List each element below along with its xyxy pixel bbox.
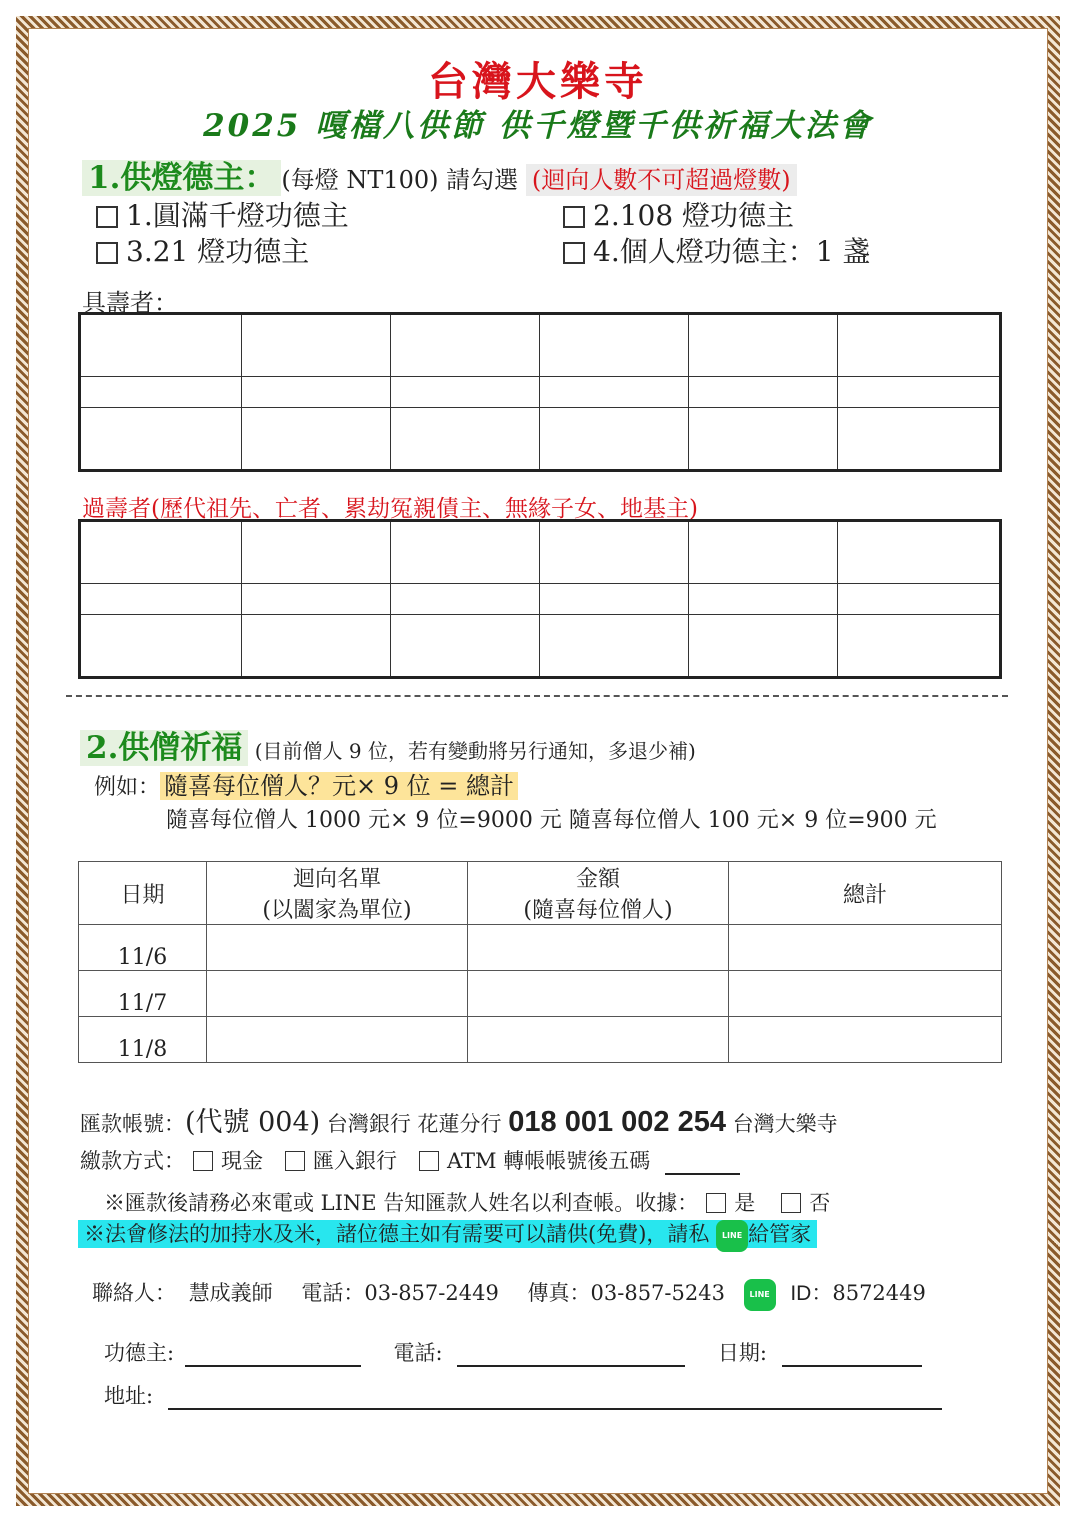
- deceased-cell[interactable]: [838, 615, 1001, 678]
- section1-heading: 1.供燈德主：: [82, 160, 281, 196]
- living-names-table: [78, 312, 1002, 472]
- deceased-cell[interactable]: [838, 521, 1001, 584]
- option-4-checkbox[interactable]: [563, 242, 585, 264]
- date-cell: 11/7: [79, 971, 207, 1017]
- deceased-cell[interactable]: [391, 615, 540, 678]
- donor-date-field[interactable]: [782, 1365, 922, 1367]
- donor-name-field[interactable]: [185, 1365, 361, 1367]
- amount-cell[interactable]: [468, 971, 729, 1017]
- line-id: 8572449: [832, 1281, 926, 1305]
- payment-method-row: [80, 1145, 740, 1175]
- blessing-tail: 給管家: [748, 1222, 812, 1246]
- transfer-notice: ※匯款後請務必來電或 LINE 告知匯款人姓名以利查帳。收據：: [104, 1191, 699, 1215]
- event-title: 2025 嘎檔八供節 供千燈暨千供祈福大法會: [203, 108, 873, 144]
- address-row: [104, 1380, 942, 1410]
- phone-label: 電話：: [301, 1281, 365, 1305]
- header-amount-line1: 金額: [575, 867, 620, 892]
- deceased-cell[interactable]: [80, 521, 242, 584]
- receipt-yes-checkbox[interactable]: [706, 1193, 726, 1213]
- section1-header-row: [82, 152, 797, 197]
- option-3-label: 3.21 燈功德主: [126, 235, 310, 268]
- price-note: (每燈 NT100) 請勾選: [281, 166, 519, 194]
- date-cell: 11/6: [79, 925, 207, 971]
- donor-row: [104, 1337, 922, 1367]
- living-cell[interactable]: [838, 376, 1001, 407]
- cash-label: 現金: [221, 1149, 263, 1173]
- deceased-cell[interactable]: [242, 615, 391, 678]
- total-cell[interactable]: [729, 925, 1002, 971]
- names-cell[interactable]: [207, 971, 468, 1017]
- donor-phone-field[interactable]: [457, 1365, 685, 1367]
- living-cell[interactable]: [689, 314, 838, 377]
- option-2[interactable]: [563, 194, 794, 234]
- account-label: 匯款帳號：: [80, 1112, 185, 1136]
- option-3[interactable]: [96, 230, 309, 270]
- receipt-row: [104, 1187, 830, 1217]
- living-cell[interactable]: [80, 408, 242, 471]
- method-label: 繳款方式：: [80, 1149, 185, 1173]
- cash-checkbox[interactable]: [193, 1151, 213, 1171]
- header-date: 日期: [79, 862, 207, 925]
- example-row: [94, 766, 518, 801]
- option-1-checkbox[interactable]: [96, 206, 118, 228]
- living-cell[interactable]: [80, 314, 242, 377]
- deceased-cell[interactable]: [242, 521, 391, 584]
- deceased-cell[interactable]: [689, 521, 838, 584]
- option-2-label: 2.108 燈功德主: [593, 199, 795, 232]
- deceased-cell[interactable]: [391, 521, 540, 584]
- example-formula: 隨喜每位僧人？元× 9 位 = 總計: [160, 772, 518, 800]
- total-cell[interactable]: [729, 971, 1002, 1017]
- header-names-line2: (以闔家為單位): [262, 898, 412, 923]
- example-label: 例如：: [94, 775, 161, 800]
- fax-label: 傳真：: [527, 1281, 591, 1305]
- receipt-no-checkbox[interactable]: [781, 1193, 801, 1213]
- deceased-cell[interactable]: [242, 583, 391, 614]
- deceased-cell[interactable]: [540, 521, 689, 584]
- account-number: 018 001 002 254: [508, 1106, 726, 1138]
- living-cell[interactable]: [689, 408, 838, 471]
- section2-header-row: [80, 722, 696, 767]
- deceased-cell[interactable]: [540, 583, 689, 614]
- living-label: 具壽者：: [82, 289, 178, 317]
- living-cell[interactable]: [80, 376, 242, 407]
- atm-digits-field[interactable]: [665, 1173, 740, 1175]
- option-1-label: 1.圓滿千燈功德主: [126, 199, 349, 232]
- deceased-names-table: [78, 519, 1002, 679]
- bank-transfer-checkbox[interactable]: [285, 1151, 305, 1171]
- contact-person: 慧成義師: [188, 1281, 273, 1305]
- deceased-cell[interactable]: [689, 615, 838, 678]
- section2-note: (目前僧人 9 位，若有變動將另行通知，多退少補): [254, 739, 696, 763]
- deceased-cell[interactable]: [540, 615, 689, 678]
- deceased-cell[interactable]: [80, 615, 242, 678]
- living-cell[interactable]: [242, 314, 391, 377]
- payee-name: 台灣大樂寺: [732, 1112, 838, 1136]
- header-total: 總計: [729, 862, 1002, 925]
- deceased-cell[interactable]: [838, 583, 1001, 614]
- line-icon: LINE: [716, 1220, 748, 1252]
- example-calculation: 隨喜每位僧人 1000 元× 9 位=9000 元 隨喜每位僧人 100 元× 9 位=900 元: [166, 808, 937, 833]
- blessing-row: [78, 1217, 817, 1252]
- blessing-note: [78, 1220, 817, 1248]
- contact-row: [92, 1277, 926, 1311]
- receipt-yes-label: 是: [734, 1191, 756, 1215]
- option-4[interactable]: [563, 230, 870, 270]
- donor-address-field[interactable]: [168, 1408, 942, 1410]
- donor-date-label: 日期:: [717, 1341, 767, 1365]
- blessing-text: ※法會修法的加持水及米，諸位德主如有需要可以請供(免費)，請私: [84, 1222, 710, 1246]
- phone-number: 03-857-2449: [364, 1281, 499, 1305]
- deceased-cell[interactable]: [391, 583, 540, 614]
- warning-note: (迴向人數不可超過燈數): [526, 164, 797, 196]
- donor-address-label: 地址:: [104, 1384, 154, 1408]
- bank-code: (代號 004): [185, 1107, 321, 1138]
- header-amount-line2: (隨喜每位僧人): [523, 898, 673, 923]
- receipt-no-label: 否: [809, 1191, 831, 1215]
- donor-phone-label: 電話:: [393, 1341, 443, 1365]
- bank-name: 台灣銀行 花蓮分行: [326, 1112, 502, 1136]
- living-cell[interactable]: [242, 408, 391, 471]
- atm-checkbox[interactable]: [419, 1151, 439, 1171]
- living-cell[interactable]: [391, 314, 540, 377]
- deceased-label: 過壽者(歷代祖先、亡者、累劫冤親債主、無緣子女、地基主): [82, 496, 698, 522]
- living-cell[interactable]: [689, 376, 838, 407]
- atm-label: ATM 轉帳帳號後五碼: [447, 1149, 651, 1173]
- living-cell[interactable]: [838, 408, 1001, 471]
- amount-cell[interactable]: [468, 925, 729, 971]
- donor-name-label: 功德主:: [104, 1341, 175, 1365]
- line-icon: LINE: [744, 1279, 776, 1311]
- living-cell[interactable]: [540, 376, 689, 407]
- names-cell[interactable]: [207, 1017, 468, 1063]
- header-names: [207, 862, 468, 925]
- temple-title: 台灣大樂寺: [428, 58, 648, 105]
- account-row: [80, 1100, 838, 1139]
- names-cell[interactable]: [207, 925, 468, 971]
- option-3-checkbox[interactable]: [96, 242, 118, 264]
- date-cell: 11/8: [79, 1017, 207, 1063]
- living-cell[interactable]: [391, 376, 540, 407]
- deceased-cell[interactable]: [689, 583, 838, 614]
- section2-heading: 2.供僧祈福: [80, 730, 248, 766]
- living-cell[interactable]: [391, 408, 540, 471]
- offering-schedule-table: [78, 861, 1002, 1063]
- contact-person-label: 聯絡人：: [92, 1281, 176, 1305]
- option-4-label: 4.個人燈功德主：1 盞: [593, 235, 871, 268]
- header-amount: [468, 862, 729, 925]
- option-2-checkbox[interactable]: [563, 206, 585, 228]
- deceased-cell[interactable]: [80, 583, 242, 614]
- header-names-line1: 迴向名單: [292, 867, 381, 892]
- living-cell[interactable]: [540, 408, 689, 471]
- fax-number: 03-857-5243: [590, 1281, 725, 1305]
- total-cell[interactable]: [729, 1017, 1002, 1063]
- line-id-label: ID：: [790, 1282, 833, 1305]
- living-cell[interactable]: [838, 314, 1001, 377]
- living-cell[interactable]: [242, 376, 391, 407]
- bank-transfer-label: 匯入銀行: [313, 1149, 397, 1173]
- cut-line: [66, 695, 1008, 697]
- amount-cell[interactable]: [468, 1017, 729, 1063]
- option-1[interactable]: [96, 194, 349, 234]
- living-cell[interactable]: [540, 314, 689, 377]
